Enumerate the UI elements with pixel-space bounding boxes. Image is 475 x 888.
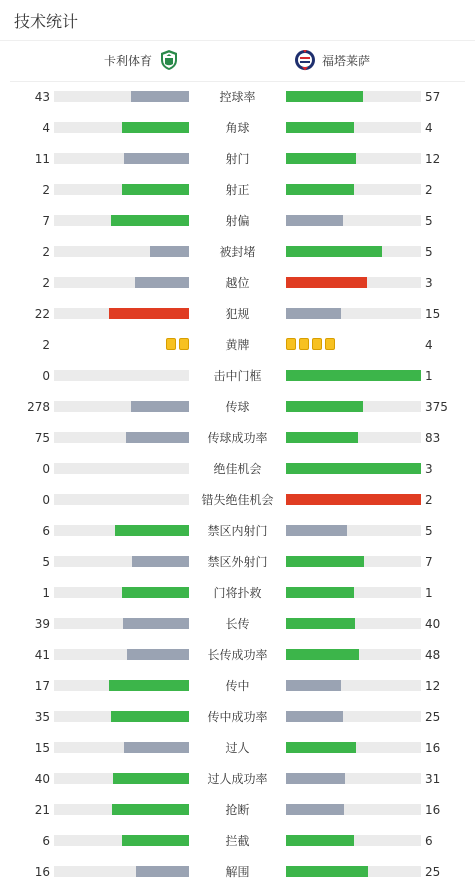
home-bar-track [54,618,189,629]
home-bar-track [54,866,189,877]
stat-label: 过人成功率 [207,772,268,786]
stat-row [0,422,475,453]
home-bar-track [54,91,189,102]
away-value: 83 [425,431,441,445]
away-team-name: 福塔莱萨 [322,53,371,68]
stat-label: 控球率 [219,90,256,104]
home-value: 43 [34,90,50,104]
away-bar-fill [286,587,354,598]
away-bar-fill [286,835,354,846]
stat-label: 门将扑救 [213,586,262,600]
stat-label: 拦截 [225,834,250,848]
home-bar-fill [115,525,189,536]
away-value: 25 [425,710,441,724]
stat-row [0,670,475,701]
stat-row [0,205,475,236]
home-value: 0 [42,493,50,507]
home-value: 17 [34,679,50,693]
home-bar-track [54,277,189,288]
home-bar-track [54,773,189,784]
away-value: 31 [425,772,441,786]
away-bar-track [286,680,421,691]
home-bar-track [54,215,189,226]
stat-label: 射偏 [225,214,250,228]
home-bar-track [54,804,189,815]
away-value: 3 [425,462,433,476]
yellow-card-icon [179,338,189,350]
away-bar-track [286,432,421,443]
home-value: 6 [42,524,50,538]
away-value: 7 [425,555,433,569]
away-value: 5 [425,524,433,538]
away-bar-track [286,215,421,226]
away-bar-fill [286,525,347,536]
away-bar-fill [286,866,368,877]
away-bar-fill [286,153,356,164]
stat-label: 越位 [225,276,250,290]
home-bar-fill [111,711,189,722]
home-bar-fill [136,866,189,877]
stat-row [0,577,475,608]
home-value: 0 [42,462,50,476]
section-title: 技术统计 [14,11,79,31]
home-bar-fill [131,401,189,412]
home-value: 21 [34,803,50,817]
home-bar-fill [135,277,189,288]
yellow-card-icon [299,338,309,350]
stat-label: 禁区内射门 [207,524,268,538]
away-bar-fill [286,680,341,691]
home-bar-track [54,184,189,195]
home-value: 75 [34,431,50,445]
stat-label: 传球 [225,400,250,414]
away-value: 5 [425,245,433,259]
away-value: 15 [425,307,441,321]
away-bar-track [286,308,421,319]
home-bar-track [54,494,189,505]
stat-label: 抢断 [225,803,250,817]
away-bar-fill [286,494,421,505]
home-value: 6 [42,834,50,848]
home-value: 278 [27,400,50,414]
home-bar-fill [122,835,190,846]
away-bar-fill [286,401,363,412]
home-bar-track [54,587,189,598]
section-header [0,0,475,41]
away-bar-track [286,556,421,567]
away-bar-track [286,742,421,753]
home-bar-fill [122,184,190,195]
stat-label: 传中 [225,679,250,693]
home-bar-fill [132,556,189,567]
home-value: 40 [34,772,50,786]
away-bar-track [286,618,421,629]
away-bar-track [286,587,421,598]
stat-label: 击中门框 [213,369,262,383]
away-bar-fill [286,215,343,226]
away-bar-track [286,711,421,722]
home-value: 2 [42,338,50,352]
stat-label: 长传 [225,617,250,631]
away-value: 1 [425,369,433,383]
away-bar-track [286,153,421,164]
away-bar-track [286,246,421,257]
away-value: 16 [425,741,441,755]
stat-label: 绝佳机会 [213,462,262,476]
stat-row [0,298,475,329]
home-team-name: 卡利体育 [103,53,152,68]
home-bar-fill [109,308,189,319]
home-bar-fill [126,432,189,443]
away-bar-fill [286,122,354,133]
home-value: 11 [34,152,50,166]
stat-row [0,763,475,794]
stat-row [0,112,475,143]
home-bar-fill [150,246,189,257]
away-value: 2 [425,493,433,507]
away-bar-fill [286,370,421,381]
stat-row [0,825,475,856]
away-bar-fill [286,711,343,722]
home-value: 5 [42,555,50,569]
away-value: 375 [425,400,448,414]
away-bar-fill [286,432,358,443]
stat-row [0,391,475,422]
home-bar-fill [109,680,189,691]
away-bar-track [286,122,421,133]
away-team[interactable] [294,49,370,71]
home-bar-track [54,835,189,846]
away-bar-fill [286,773,345,784]
yellow-card-icon [166,338,176,350]
stat-label: 犯规 [225,307,250,321]
away-bar-fill [286,308,341,319]
stat-row [0,329,475,360]
away-bar-fill [286,246,382,257]
home-bar-fill [113,773,189,784]
home-bar-fill [127,649,189,660]
home-bar-track [54,463,189,474]
stat-label: 角球 [225,121,250,135]
home-bar-fill [112,804,189,815]
home-team[interactable] [104,49,180,71]
home-bar-track [54,680,189,691]
stats-list [0,81,475,887]
away-bar-track [286,91,421,102]
away-bar-fill [286,463,421,474]
away-bar-track [286,649,421,660]
stat-label: 长传成功率 [207,648,268,662]
stat-row [0,143,475,174]
away-bar-track [286,184,421,195]
home-value: 0 [42,369,50,383]
away-bar-fill [286,91,363,102]
home-value: 2 [42,276,50,290]
home-bar-track [54,525,189,536]
away-bar-fill [286,649,359,660]
away-bar-track [286,804,421,815]
away-bar-track [286,835,421,846]
away-bar-track [286,401,421,412]
stat-label: 射门 [225,152,250,166]
away-value: 12 [425,679,441,693]
stat-row [0,856,475,887]
stat-label: 错失绝佳机会 [201,493,274,507]
home-bar-track [54,246,189,257]
home-value: 2 [42,183,50,197]
away-value: 2 [425,183,433,197]
stat-row [0,732,475,763]
home-value: 1 [42,586,50,600]
home-yellow-cards [166,338,189,350]
stat-row [0,794,475,825]
away-bar-track [286,463,421,474]
home-bar-fill [122,587,190,598]
stat-row [0,174,475,205]
yellow-card-icon [312,338,322,350]
away-value: 57 [425,90,441,104]
away-bar-fill [286,742,356,753]
stat-row [0,515,475,546]
home-bar-track [54,122,189,133]
away-value: 16 [425,803,441,817]
home-team-crest-icon [158,49,180,71]
away-team-crest-icon [294,49,316,71]
home-bar-track [54,742,189,753]
home-value: 39 [34,617,50,631]
away-value: 6 [425,834,433,848]
away-value: 25 [425,865,441,879]
home-bar-track [54,649,189,660]
home-value: 16 [34,865,50,879]
stat-label: 射正 [225,183,250,197]
away-value: 4 [425,338,433,352]
stat-row [0,546,475,577]
away-yellow-cards [286,338,335,350]
stat-row [0,453,475,484]
away-bar-fill [286,618,355,629]
stat-label: 被封堵 [219,245,256,259]
home-bar-track [54,153,189,164]
home-bar-track [54,556,189,567]
away-bar-track [286,494,421,505]
away-value: 12 [425,152,441,166]
stat-label: 过人 [225,741,250,755]
away-bar-track [286,773,421,784]
home-value: 41 [34,648,50,662]
home-bar-track [54,370,189,381]
stat-label: 传球成功率 [207,431,268,445]
home-bar-fill [123,618,189,629]
away-value: 3 [425,276,433,290]
home-bar-track [54,401,189,412]
stat-label: 禁区外射门 [207,555,268,569]
stat-row [0,81,475,112]
home-bar-fill [124,742,189,753]
home-value: 7 [42,214,50,228]
home-bar-track [54,308,189,319]
home-value: 4 [42,121,50,135]
away-value: 40 [425,617,441,631]
stat-label: 解围 [225,865,250,879]
home-value: 22 [34,307,50,321]
home-value: 15 [34,741,50,755]
home-value: 35 [34,710,50,724]
stat-label: 黄牌 [225,338,250,352]
home-bar-fill [111,215,189,226]
home-value: 2 [42,245,50,259]
stat-row [0,236,475,267]
away-value: 4 [425,121,433,135]
away-bar-track [286,866,421,877]
stat-row [0,608,475,639]
away-value: 1 [425,586,433,600]
stat-row [0,267,475,298]
yellow-card-icon [325,338,335,350]
away-value: 48 [425,648,441,662]
home-bar-track [54,432,189,443]
away-bar-fill [286,184,354,195]
stat-row [0,360,475,391]
away-bar-fill [286,277,367,288]
home-bar-fill [122,122,190,133]
teams-header [10,41,465,82]
yellow-card-icon [286,338,296,350]
home-bar-track [54,711,189,722]
away-bar-fill [286,804,344,815]
away-bar-fill [286,556,364,567]
away-value: 5 [425,214,433,228]
home-bar-fill [124,153,189,164]
stat-label: 传中成功率 [207,710,268,724]
away-bar-track [286,370,421,381]
stat-row [0,701,475,732]
stat-row [0,639,475,670]
stat-row [0,484,475,515]
away-bar-track [286,525,421,536]
home-bar-fill [131,91,189,102]
away-bar-track [286,277,421,288]
